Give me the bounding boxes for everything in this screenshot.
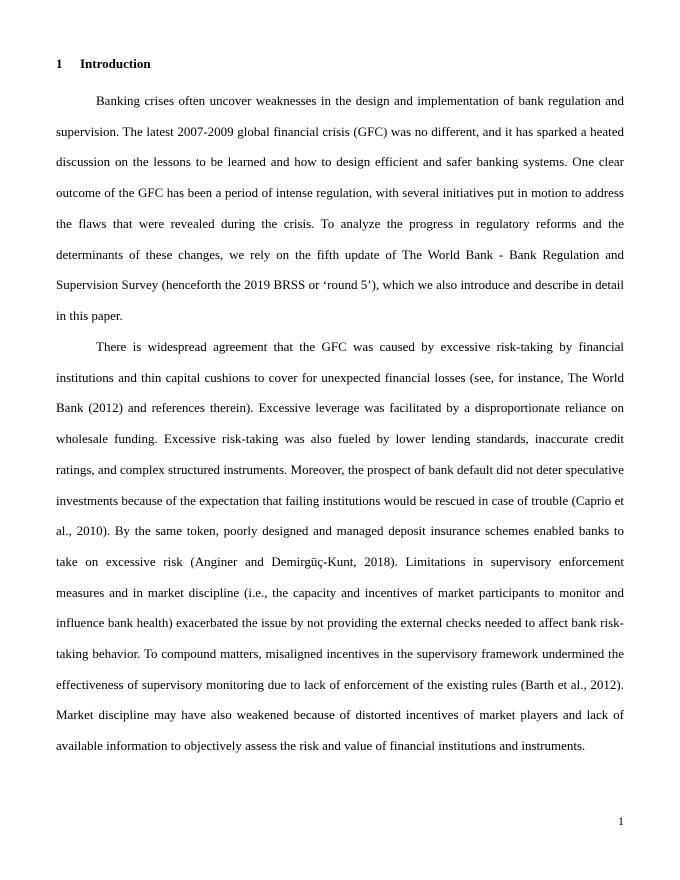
section-number: 1 xyxy=(56,56,63,71)
page-number: 1 xyxy=(618,814,624,828)
paragraph-1: Banking crises often uncover weaknesses in the design and implementation of bank regulation and supervision. The latest 2007-2009 global financial crisis (GFC) was no different, and it has sparked a heated discussion on the lessons to be learned and how to design efficient and safer banking systems. One clear outcome of the GFC has been a period of intense regulation, with several initiatives put in motion to address the flaws that were revealed during the crisis. To analyze the progress in regulatory reforms and the determinants of these changes, we rely on the fifth update of The World Bank - Bank Regulation and Supervision Survey (henceforth the 2019 BRSS or ‘round 5’), which we also introduce and describe in detail in this paper. xyxy=(56,93,624,323)
paragraph-2: There is widespread agreement that the GFC was caused by excessive risk-taking by financial institutions and thin capital cushions to cover for unexpected financial losses (see, for instance, The World Bank (2012) and references therein). Excessive leverage was facilitated by a disproportionate reliance on wholesale funding. Excessive risk-taking was also fueled by lower lending standards, inaccurate credit ratings, and complex structured instruments. Moreover, the prospect of bank default did not deter speculative investments because of the expectation that failing institutions would be rescued in case of trouble (Caprio et al., 2010). By the same token, poorly designed and managed deposit insurance schemes enabled banks to take on excessive risk (Anginer and Demirgüç-Kunt, 2018). Limitations in supervisory enforcement measures and in market discipline (i.e., the capacity and incentives of market participants to monitor and influence bank health) exacerbated the issue by not providing the external checks needed to affect bank risk-taking behavior. To compound matters, misaligned incentives in the supervisory framework undermined the effectiveness of supervisory monitoring due to lack of enforcement of the existing rules (Barth et al., 2012). Market discipline may have also weakened because of distorted incentives of market players and lack of available information to objectively assess the risk and value of financial institutions and instruments. xyxy=(56,339,624,754)
section-title: Introduction xyxy=(80,56,151,71)
section-heading xyxy=(56,56,151,72)
